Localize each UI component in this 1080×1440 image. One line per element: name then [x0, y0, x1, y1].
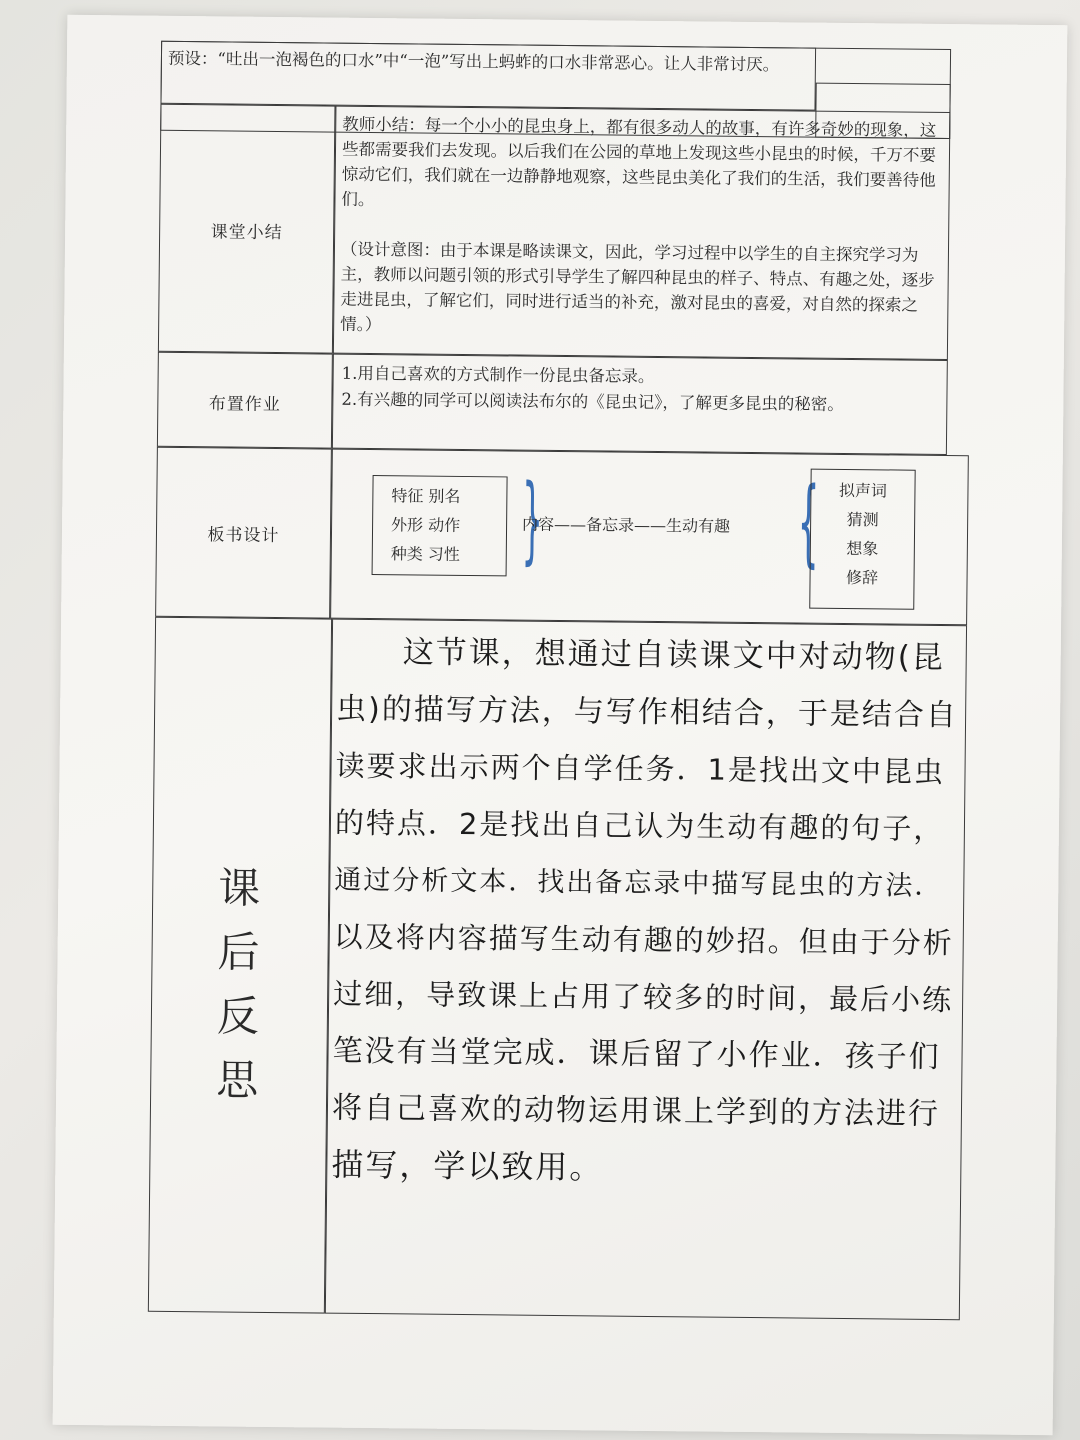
summary-content-cell: [333, 106, 951, 360]
reflection-line-10: 描写，学以致用。: [331, 1145, 604, 1187]
reflection-line-2: 虫)的描写方法，与写作相结合，于是结合自: [335, 691, 959, 734]
reflection-label-char-3: 反: [216, 991, 260, 1041]
reflection-label-char-1: 课: [218, 863, 261, 913]
board-label-cell: [155, 447, 332, 619]
summary-intent-text: （设计意图：由于本课是略读课文，因此，学习过程中以学生的自主探究学习为主，教师以问题引领的形式引导学生了解四种昆虫的样子、特点、有趣之处，逐步走进昆虫，了解它们，同时进行适当的补充，激对昆虫的喜爱，对自然的探索之情。）: [340, 239, 935, 335]
homework-label-cell: [157, 352, 333, 449]
reflection-line-1: 这节课，想通过自读课文中对动物(昆: [402, 634, 946, 677]
board-left-line-2: 外形 动作: [390, 515, 461, 535]
reflection-label-char-2: 后: [217, 927, 260, 977]
board-right-box: [809, 469, 915, 610]
lesson-plan-table: [161, 16, 1016, 1187]
summary-label-cell: [158, 104, 336, 354]
board-right-line-3: 想象: [846, 538, 879, 559]
reflection-line-5: 通过分析文本．找出备忘录中描写昆虫的方法．: [334, 864, 944, 903]
reflection-line-6: 以及将内容描写生动有趣的妙招。但由于分析: [333, 919, 954, 961]
reflection-line-7: 过细，导致课上占用了较多的时间，最后小练: [332, 976, 954, 1018]
homework-item-1: 1.用自己喜欢的方式制作一份昆虫备忘录。: [341, 363, 655, 386]
board-left-box: [372, 475, 508, 576]
homework-item-2: 2.有兴趣的同学可以阅读法布尔的《昆虫记》，了解更多昆虫的秘密。: [341, 389, 844, 414]
board-middle-text: 内容——备忘录——生动有趣: [522, 514, 731, 536]
preset-text: 预设：“吐出一泡褐色的口水”中“一泡”写出上蚂蚱的口水非常恶心。让人非常讨厌。: [167, 48, 780, 75]
board-left-line-3: 种类 习性: [390, 544, 460, 564]
board-right-line-4: 修辞: [845, 567, 879, 588]
board-left-line-1: 特征 别名: [391, 486, 461, 506]
board-label: 板书设计: [207, 525, 280, 547]
reflection-line-3: 读要求出示两个自学任务．1是找出文中昆虫: [335, 748, 946, 790]
homework-label: 布置作业: [208, 394, 281, 416]
right-brace-icon: {: [797, 467, 820, 578]
reflection-label-cell: [148, 617, 332, 1314]
board-right-line-2: 猜测: [846, 509, 879, 530]
reflection-line-9: 将自己喜欢的动物运用课上学到的方法进行: [331, 1090, 941, 1132]
left-brace-icon: }: [521, 464, 544, 575]
board-right-line-1: 拟声词: [838, 480, 888, 501]
summary-label: 课堂小结: [210, 222, 283, 244]
paper-sheet: [53, 15, 1068, 1435]
reflection-line-4: 的特点．2是找出自己认为生动有趣的句子，: [334, 805, 945, 847]
reflection-content-cell: [325, 619, 967, 1321]
homework-content-cell: [332, 354, 948, 455]
reflection-line-8: 笔没有当堂完成．课后留了小作业．孩子们: [332, 1033, 941, 1076]
board-content-cell: [330, 449, 969, 626]
summary-teacher-text: 教师小结：每一个小小的昆虫身上，都有很多动人的故事，有许多奇妙的现象，这些都需要我们去发现。以后我们在公园的草地上发现这些小昆虫的时候，千万不要惊动它们，我们就在一边静静地观察，这些昆虫美化了我们的生活，我们要善待他们。: [341, 114, 937, 210]
reflection-label-char-4: 思: [215, 1055, 259, 1105]
